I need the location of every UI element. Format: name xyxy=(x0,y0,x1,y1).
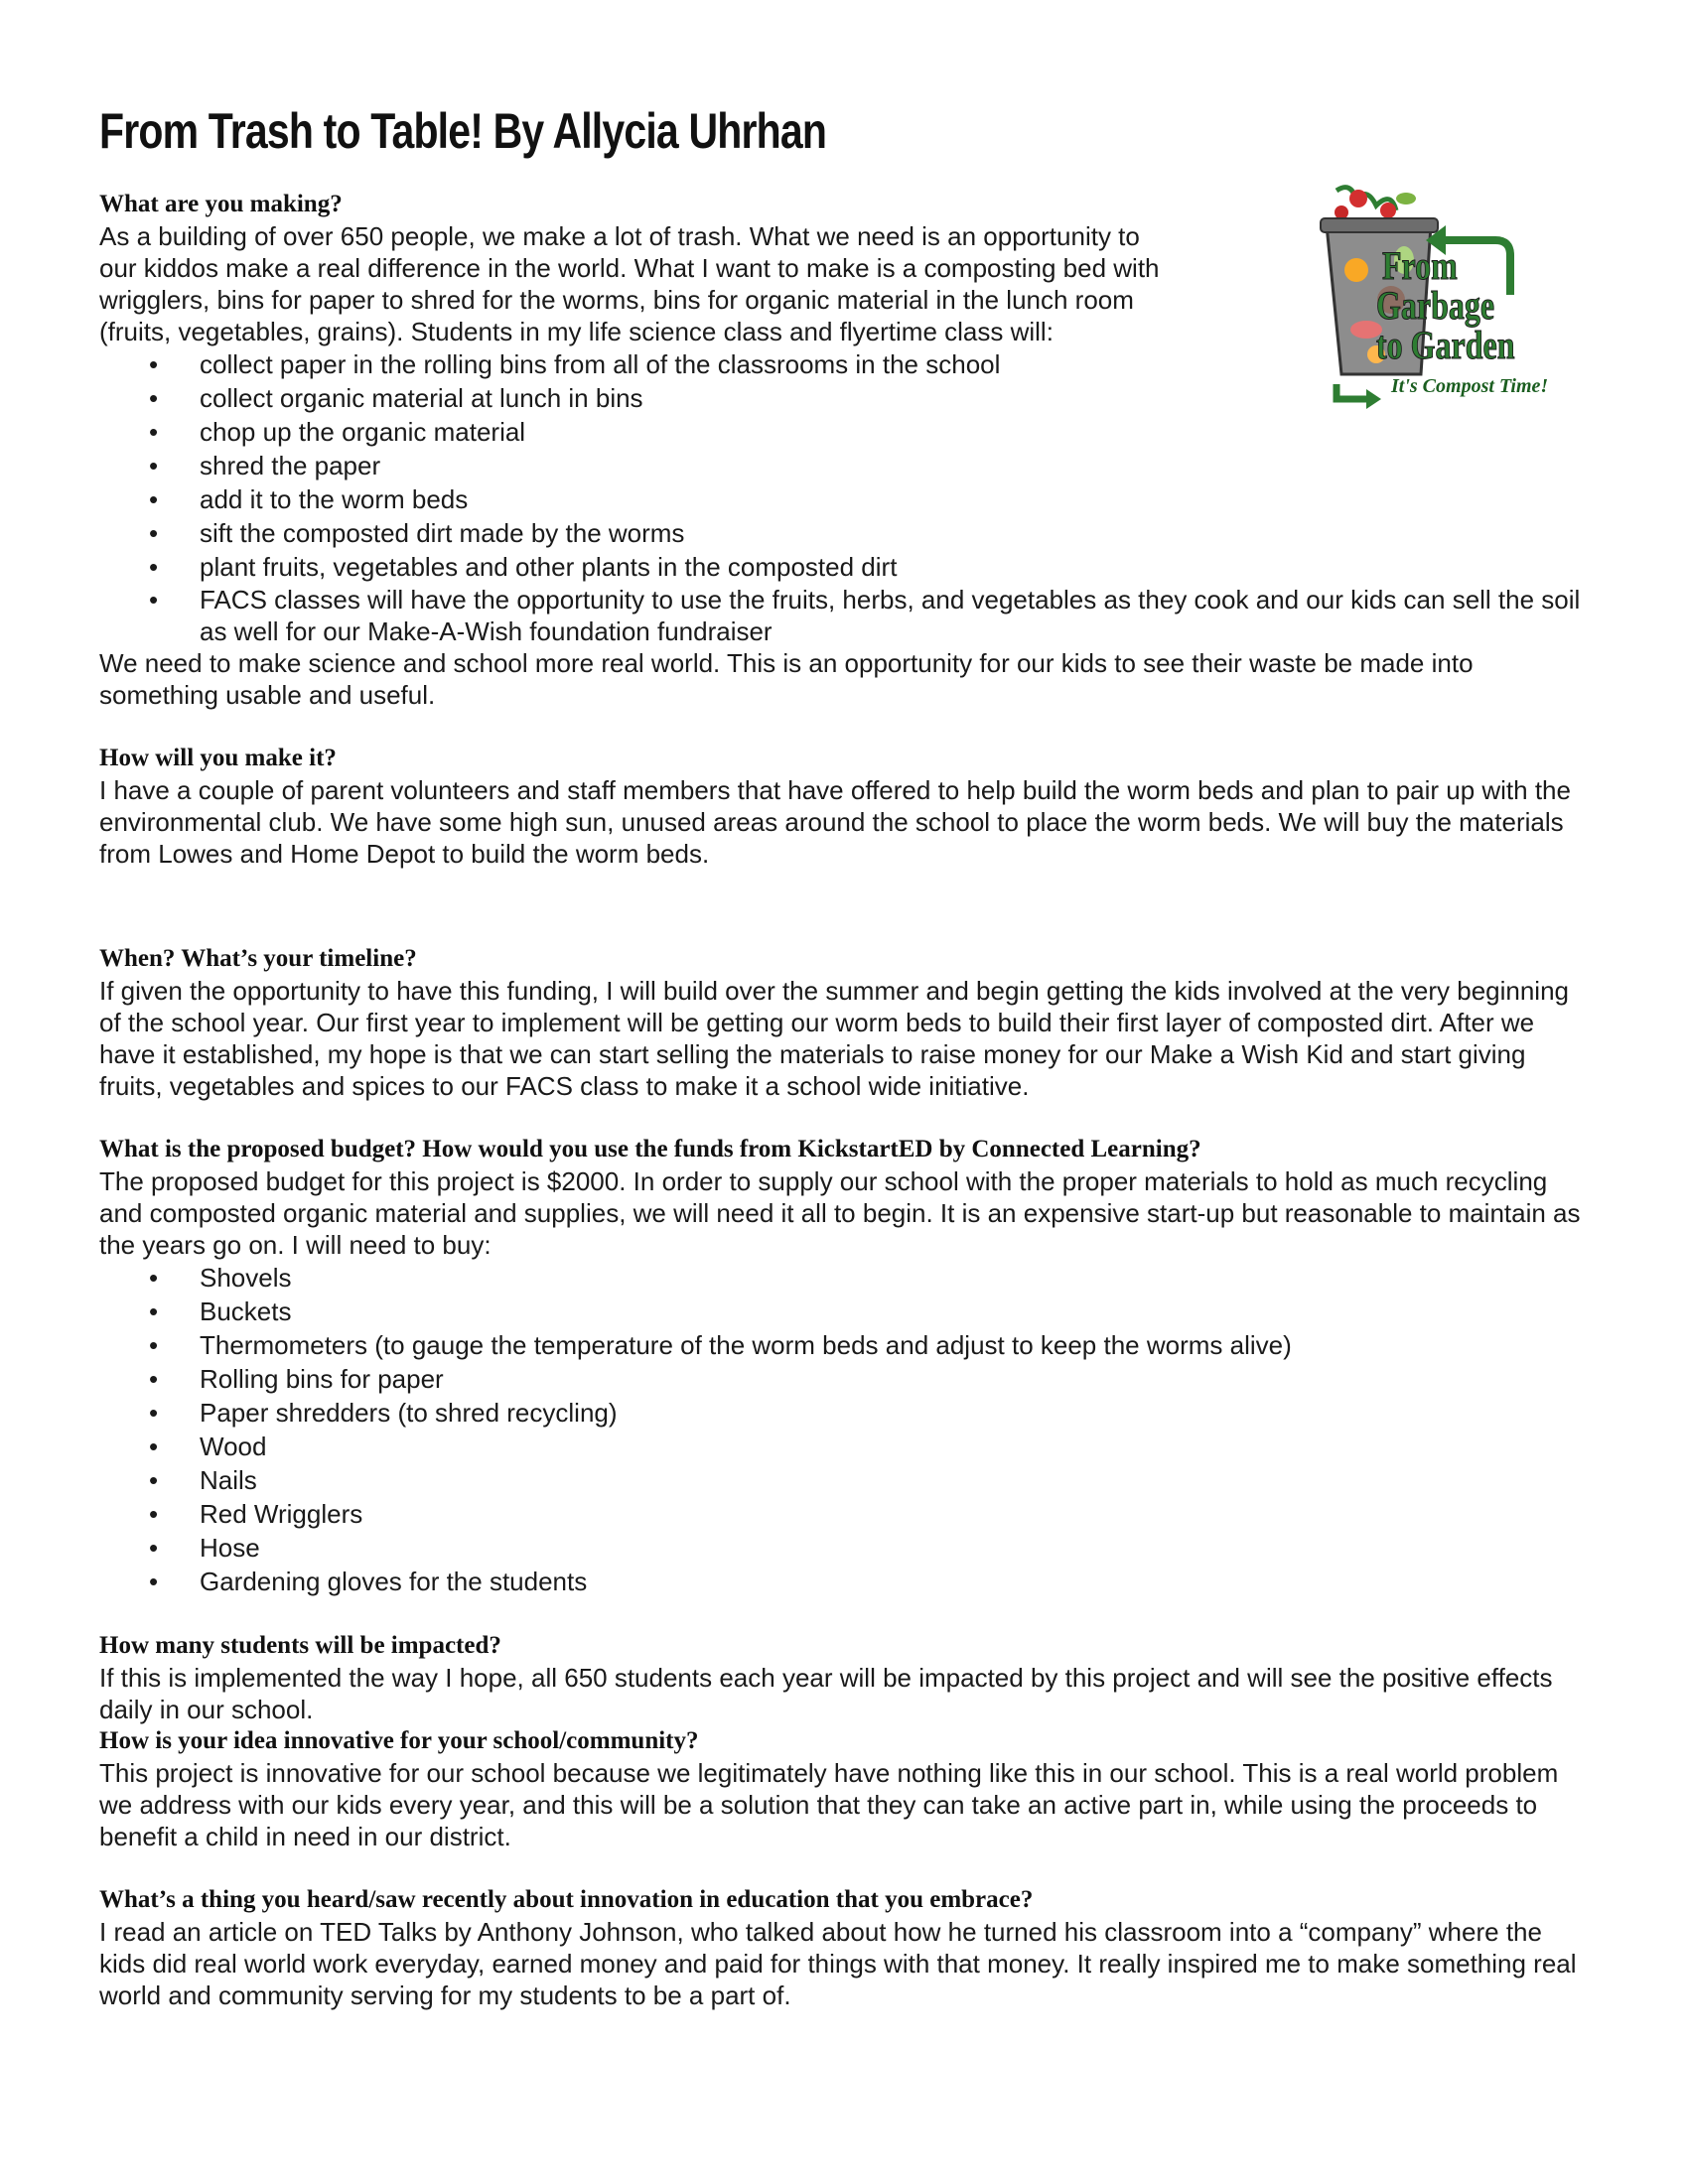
how-body: I have a couple of parent volunteers and staff members that have offered to help build the worm beds and plan to pair up with the environmental club. We have some high sun, unused areas around the school to place the worm beds. We will buy the materials from Lowes and Home Depot to build the worm beds. xyxy=(99,775,1571,869)
logo-text-line2: Garbage xyxy=(1376,283,1495,328)
document-page xyxy=(99,95,1589,2011)
logo-text-line3: to Garden xyxy=(1376,323,1515,367)
section-timeline xyxy=(99,943,1589,1102)
list-item: • Wood xyxy=(99,1430,1589,1463)
list-item: • Paper shredders (to shred recycling) xyxy=(99,1396,1589,1430)
budget-body: The proposed budget for this project is $2000. In order to supply our school with the proper materials to hold as much recycling and composted organic material and supplies, we will need it all to begin. It is an expensive start-up but reasonable to maintain as the years go on. I will need to buy: xyxy=(99,1166,1581,1260)
section-students xyxy=(99,1630,1589,1725)
section-innovative xyxy=(99,1725,1589,1852)
heading-budget: What is the proposed budget? How would you use the funds from KickstartED by Connected Learning? xyxy=(99,1136,1201,1162)
list-item: • FACS classes will have the opportunity to use the fruits, herbs, and vegetables as they cook and our kids can sell the soil as well for our Make-A-Wish foundation fundraiser xyxy=(99,584,1589,647)
section-budget xyxy=(99,1134,1589,1598)
list-item: • Red Wrigglers xyxy=(99,1497,1589,1531)
section-heard xyxy=(99,1884,1589,2011)
making-closing: We need to make science and school more real world. This is an opportunity for our kids to see their waste be made into something usable and useful. xyxy=(99,648,1474,710)
heading-making: What are you making? xyxy=(99,191,343,217)
section-making xyxy=(99,189,1589,711)
list-item: • Rolling bins for paper xyxy=(99,1362,1589,1396)
list-item: • Shovels xyxy=(99,1261,1589,1295)
list-item: • collect organic material at lunch in bins xyxy=(99,381,1589,415)
making-line-4: (fruits, vegetables, grains). Students in my life science class and flyertime class will: xyxy=(99,317,1054,346)
timeline-body: If given the opportunity to have this funding, I will build over the summer and begin getting the kids involved at the very beginning of the school year. Our first year to implement will be getting our worm beds to build their first layer of composted dirt. After we have it established, my hope is that we can start selling the materials to raise money for our Make a Wish Kid and start giving fruits, vegetables and spices to our FACS class to make it a school wide initiative. xyxy=(99,976,1570,1101)
section-how xyxy=(99,743,1589,870)
students-body: If this is implemented the way I hope, all 650 students each year will be impacted by this project and will see the positive effects daily in our school. xyxy=(99,1663,1553,1724)
making-line-3: wrigglers, bins for paper to shred for the worms, bins for organic material in the lunch room xyxy=(99,285,1134,315)
heading-heard: What’s a thing you heard/saw recently about innovation in education that you embrace? xyxy=(99,1886,1034,1913)
making-bullet-list xyxy=(99,347,1589,647)
list-item: • chop up the organic material xyxy=(99,415,1589,449)
innovative-body: This project is innovative for our school because we legitimately have nothing like this in our school. This is a real world problem we address with our kids every year, and this will be a solution that they can take an active part in, while using the proceeds to benefit a child in need in our district. xyxy=(99,1758,1559,1851)
heading-how: How will you make it? xyxy=(99,745,337,771)
heading-timeline: When? What’s your timeline? xyxy=(99,945,417,972)
list-item: • sift the composted dirt made by the worms xyxy=(99,516,1589,550)
document-title: From Trash to Table! By Allycia Uhrhan xyxy=(99,103,827,159)
logo-text-line1: From xyxy=(1382,243,1458,288)
list-item: • plant fruits, vegetables and other plants in the composted dirt xyxy=(99,550,1589,584)
list-item: • Nails xyxy=(99,1463,1589,1497)
list-item: • Gardening gloves for the students xyxy=(99,1565,1589,1598)
list-item: • Thermometers (to gauge the temperature of the worm beds and adjust to keep the worms alive) xyxy=(99,1328,1589,1362)
logo-tagline: It's Compost Time! xyxy=(1391,375,1549,397)
list-item: • add it to the worm beds xyxy=(99,482,1589,516)
making-line-1-text: As a building of over 650 people, we make a lot of trash. What we need is an opportunity to xyxy=(99,221,1140,251)
heard-body: I read an article on TED Talks by Anthony Johnson, who talked about how he turned his classroom into a “company” where the kids did real world work everyday, earned money and paid for things with that money. It really inspired me to make something real world and community serving for my students to be a part of. xyxy=(99,1917,1577,2010)
list-item: • collect paper in the rolling bins from all of the classrooms in the school xyxy=(99,347,1589,381)
budget-bullet-list xyxy=(99,1261,1589,1598)
making-line-2-text: our kiddos make a real difference in the world. What I want to make is a composting bed with xyxy=(99,253,1160,283)
heading-innovative: How is your idea innovative for your school/community? xyxy=(99,1727,699,1754)
heading-students: How many students will be impacted? xyxy=(99,1632,501,1659)
list-item: • shred the paper xyxy=(99,449,1589,482)
list-item: • Buckets xyxy=(99,1295,1589,1328)
list-item: • Hose xyxy=(99,1531,1589,1565)
